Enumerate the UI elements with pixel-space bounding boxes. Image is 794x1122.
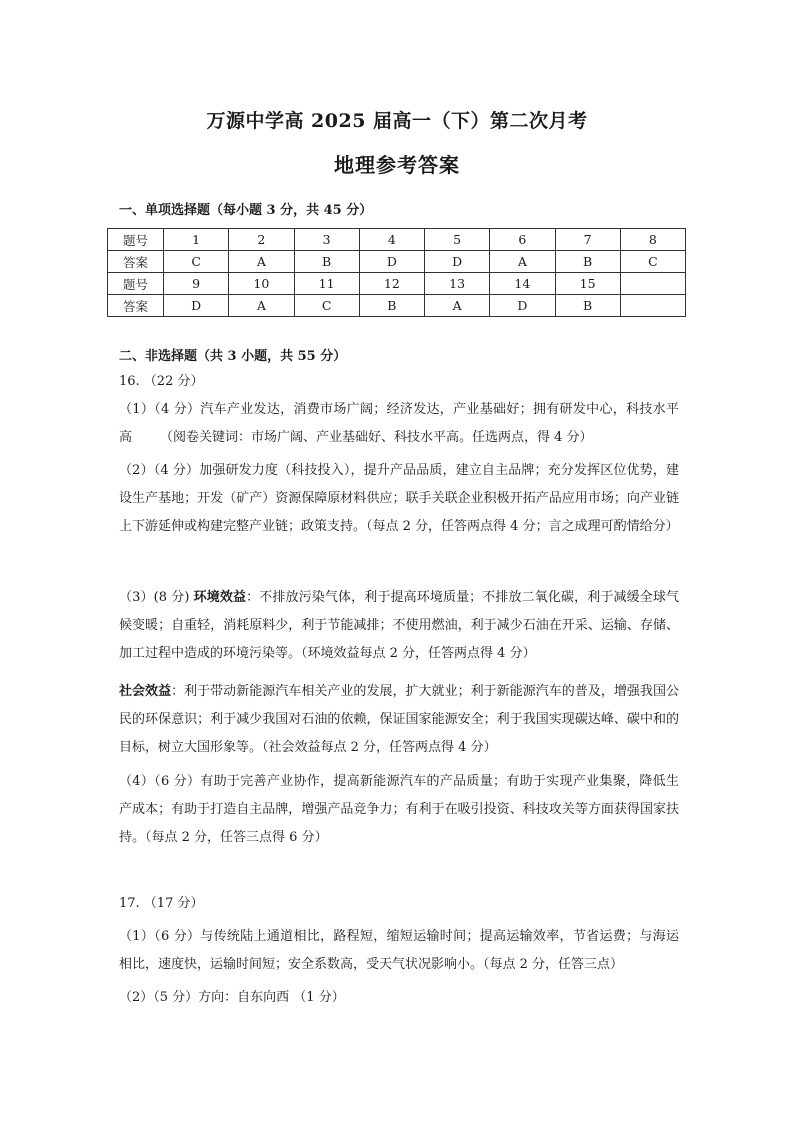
q16-part2: （2）（4 分）加强研发力度（科技投入），提升产品品质，建立自主品牌；充分发挥区位优势，建设生产基地；开发（矿产）资源保障原材料供应；联手关联企业积极开拓产品应用市场；向产业链上下游延伸或构建完整产业链；政策支持。（每点 2 分，任答两点得 4 分；言之成理可酌情给分） xyxy=(119,463,679,534)
row-label: 题号 xyxy=(108,229,164,251)
q16-part1-note: （阅卷关键词：市场广阔、产业基础好、科技水平高。任选两点，得 4 分） xyxy=(160,430,593,445)
table-cell: D xyxy=(164,295,229,317)
table-cell: C xyxy=(164,251,229,273)
table-cell: D xyxy=(359,251,424,273)
table-cell: 1 xyxy=(164,229,229,251)
table-cell: A xyxy=(425,295,490,317)
table-cell: D xyxy=(425,251,490,273)
table-cell: 7 xyxy=(555,229,620,251)
table-cell: 8 xyxy=(620,229,685,251)
q16-part3-prefix: （3）(8 分) xyxy=(119,590,194,605)
section1-heading: 一、单项选择题（每小题 3 分，共 45 分） xyxy=(119,203,373,218)
row-label: 题号 xyxy=(108,273,164,295)
table-cell: A xyxy=(229,295,294,317)
table-cell: 3 xyxy=(294,229,359,251)
table-cell: 9 xyxy=(164,273,229,295)
environment-benefit-text: ：不排放污染气体，利于提高环境质量；不排放二氧化碳，利于减缓全球气候变暖；自重轻，消耗原料少，利于节能减排；不使用燃油，利于减少石油在开采、运输、存储、加工过程中造成的环境污染等。（环境效益每点 2 分，任答两点得 4 分） xyxy=(119,590,679,661)
q17-part1: （1）（6 分）与传统陆上通道相比，路程短，缩短运输时间；提高运输效率，节省运费；与海运相比，速度快，运输时间短；安全系数高，受天气状况影响小。（每点 2 分，任答三点） xyxy=(119,929,679,972)
table-cell: 5 xyxy=(425,229,490,251)
q16-header: 16. （22 分） xyxy=(119,374,204,389)
table-cell xyxy=(620,295,685,317)
social-benefit-text: ：利于带动新能源汽车相关产业的发展，扩大就业；利于新能源汽车的普及，增强我国公民的环保意识；利于减少我国对石油的依赖，保证国家能源安全；利于我国实现碳达峰、碳中和的目标，树立大国形象等。（社会效益每点 2 分，任答两点得 4 分） xyxy=(119,684,679,755)
table-cell: 11 xyxy=(294,273,359,295)
q16-part3 xyxy=(119,584,679,668)
table-cell: D xyxy=(490,295,555,317)
table-cell: B xyxy=(555,251,620,273)
table-row xyxy=(108,229,686,251)
table-cell: A xyxy=(490,251,555,273)
q16-part1 xyxy=(119,396,679,452)
row-label: 答案 xyxy=(108,251,164,273)
table-cell: A xyxy=(229,251,294,273)
table-row xyxy=(108,295,686,317)
q16-part1-answer: （1）（4 分）汽车产业发达，消费市场广阔；经济发达，产业基础好；拥有研发中心，科技水平高 xyxy=(119,402,679,445)
table-cell: 10 xyxy=(229,273,294,295)
exam-title: 万源中学高 2025 届高一（下）第二次月考 xyxy=(206,110,588,132)
table-cell: 6 xyxy=(490,229,555,251)
answer-table xyxy=(107,228,686,317)
table-row xyxy=(108,251,686,273)
q16-social-benefit xyxy=(119,678,679,762)
table-cell: 2 xyxy=(229,229,294,251)
table-cell: B xyxy=(294,251,359,273)
q17-part2: （2）（5 分）方向：自东向西 （1 分） xyxy=(119,990,345,1005)
table-cell: 4 xyxy=(359,229,424,251)
table-cell: 14 xyxy=(490,273,555,295)
section2-heading: 二、非选择题（共 3 小题，共 55 分） xyxy=(119,349,347,364)
q16-part4: （4）（6 分）有助于完善产业协作，提高新能源汽车的产品质量；有助于实现产业集聚，降低生产成本；有助于打造自主品牌，增强产品竞争力；有利于在吸引投资、科技攻关等方面获得国家扶持。（每点 2 分，任答三点得 6 分） xyxy=(119,774,679,845)
table-cell: B xyxy=(555,295,620,317)
social-benefit-label: 社会效益 xyxy=(119,684,172,699)
environment-benefit-label: 环境效益 xyxy=(193,590,247,605)
row-label: 答案 xyxy=(108,295,164,317)
table-cell xyxy=(620,273,685,295)
table-cell: 12 xyxy=(359,273,424,295)
table-cell: 15 xyxy=(555,273,620,295)
table-cell: C xyxy=(620,251,685,273)
table-cell: 13 xyxy=(425,273,490,295)
table-cell: C xyxy=(294,295,359,317)
q17-header: 17. （17 分） xyxy=(119,896,204,911)
exam-subtitle: 地理参考答案 xyxy=(334,153,460,177)
table-cell: B xyxy=(359,295,424,317)
table-row xyxy=(108,273,686,295)
